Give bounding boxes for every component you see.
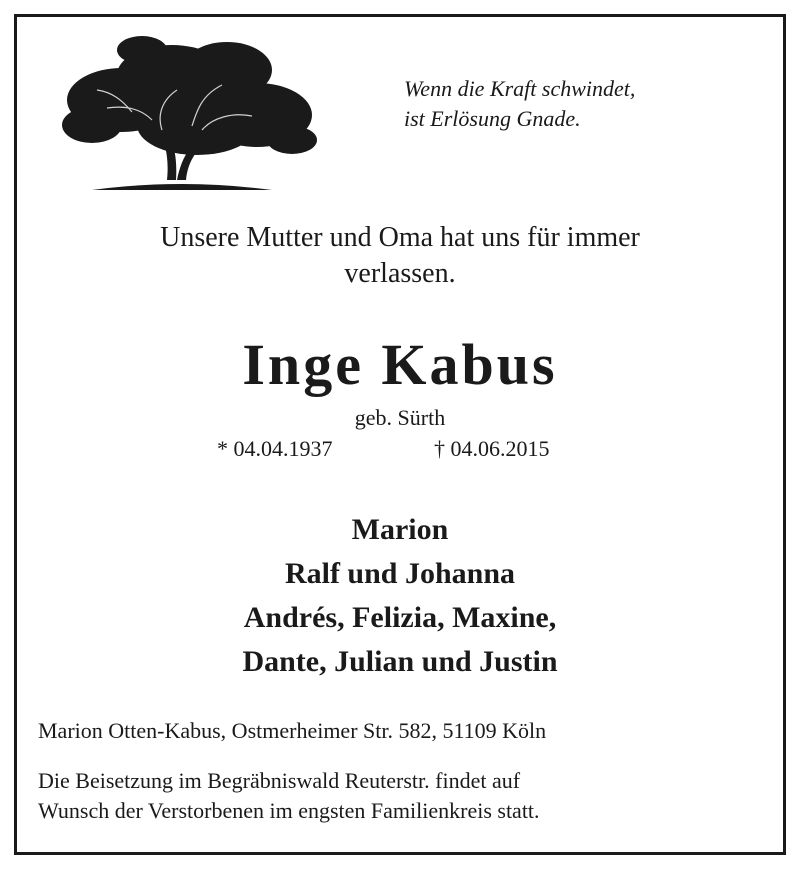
notice-line: Wunsch der Verstorbenen im engsten Familienkreis statt. (38, 798, 540, 823)
contact-address: Marion Otten-Kabus, Ostmerheimer Str. 582, 51109 Köln (38, 718, 547, 743)
maiden-name: geb. Sürth (354, 405, 446, 430)
family-line: Marion (351, 513, 449, 546)
intro-line: verlassen. (344, 258, 456, 289)
burial-notice (38, 766, 540, 826)
deceased-name: Inge Kabus (242, 332, 558, 397)
birth-date: * 04.04.1937 (217, 436, 333, 461)
family-line: Andrés, Felizia, Maxine, (243, 601, 557, 634)
quote-line: ist Erlösung Gnade. (404, 106, 581, 131)
family-line: Dante, Julian und Justin (242, 645, 558, 678)
intro-text (0, 220, 800, 292)
intro-line: Unsere Mutter und Oma hat uns für immer (160, 222, 640, 253)
quote-line: Wenn die Kraft schwindet, (404, 76, 636, 101)
death-date: † 04.06.2015 (434, 436, 550, 461)
family-list (0, 508, 800, 684)
notice-line: Die Beisetzung im Begräbniswald Reuterstr. findet auf (38, 768, 521, 793)
tree-illustration (52, 30, 318, 195)
family-line: Ralf und Johanna (284, 557, 516, 590)
quote (404, 74, 635, 134)
